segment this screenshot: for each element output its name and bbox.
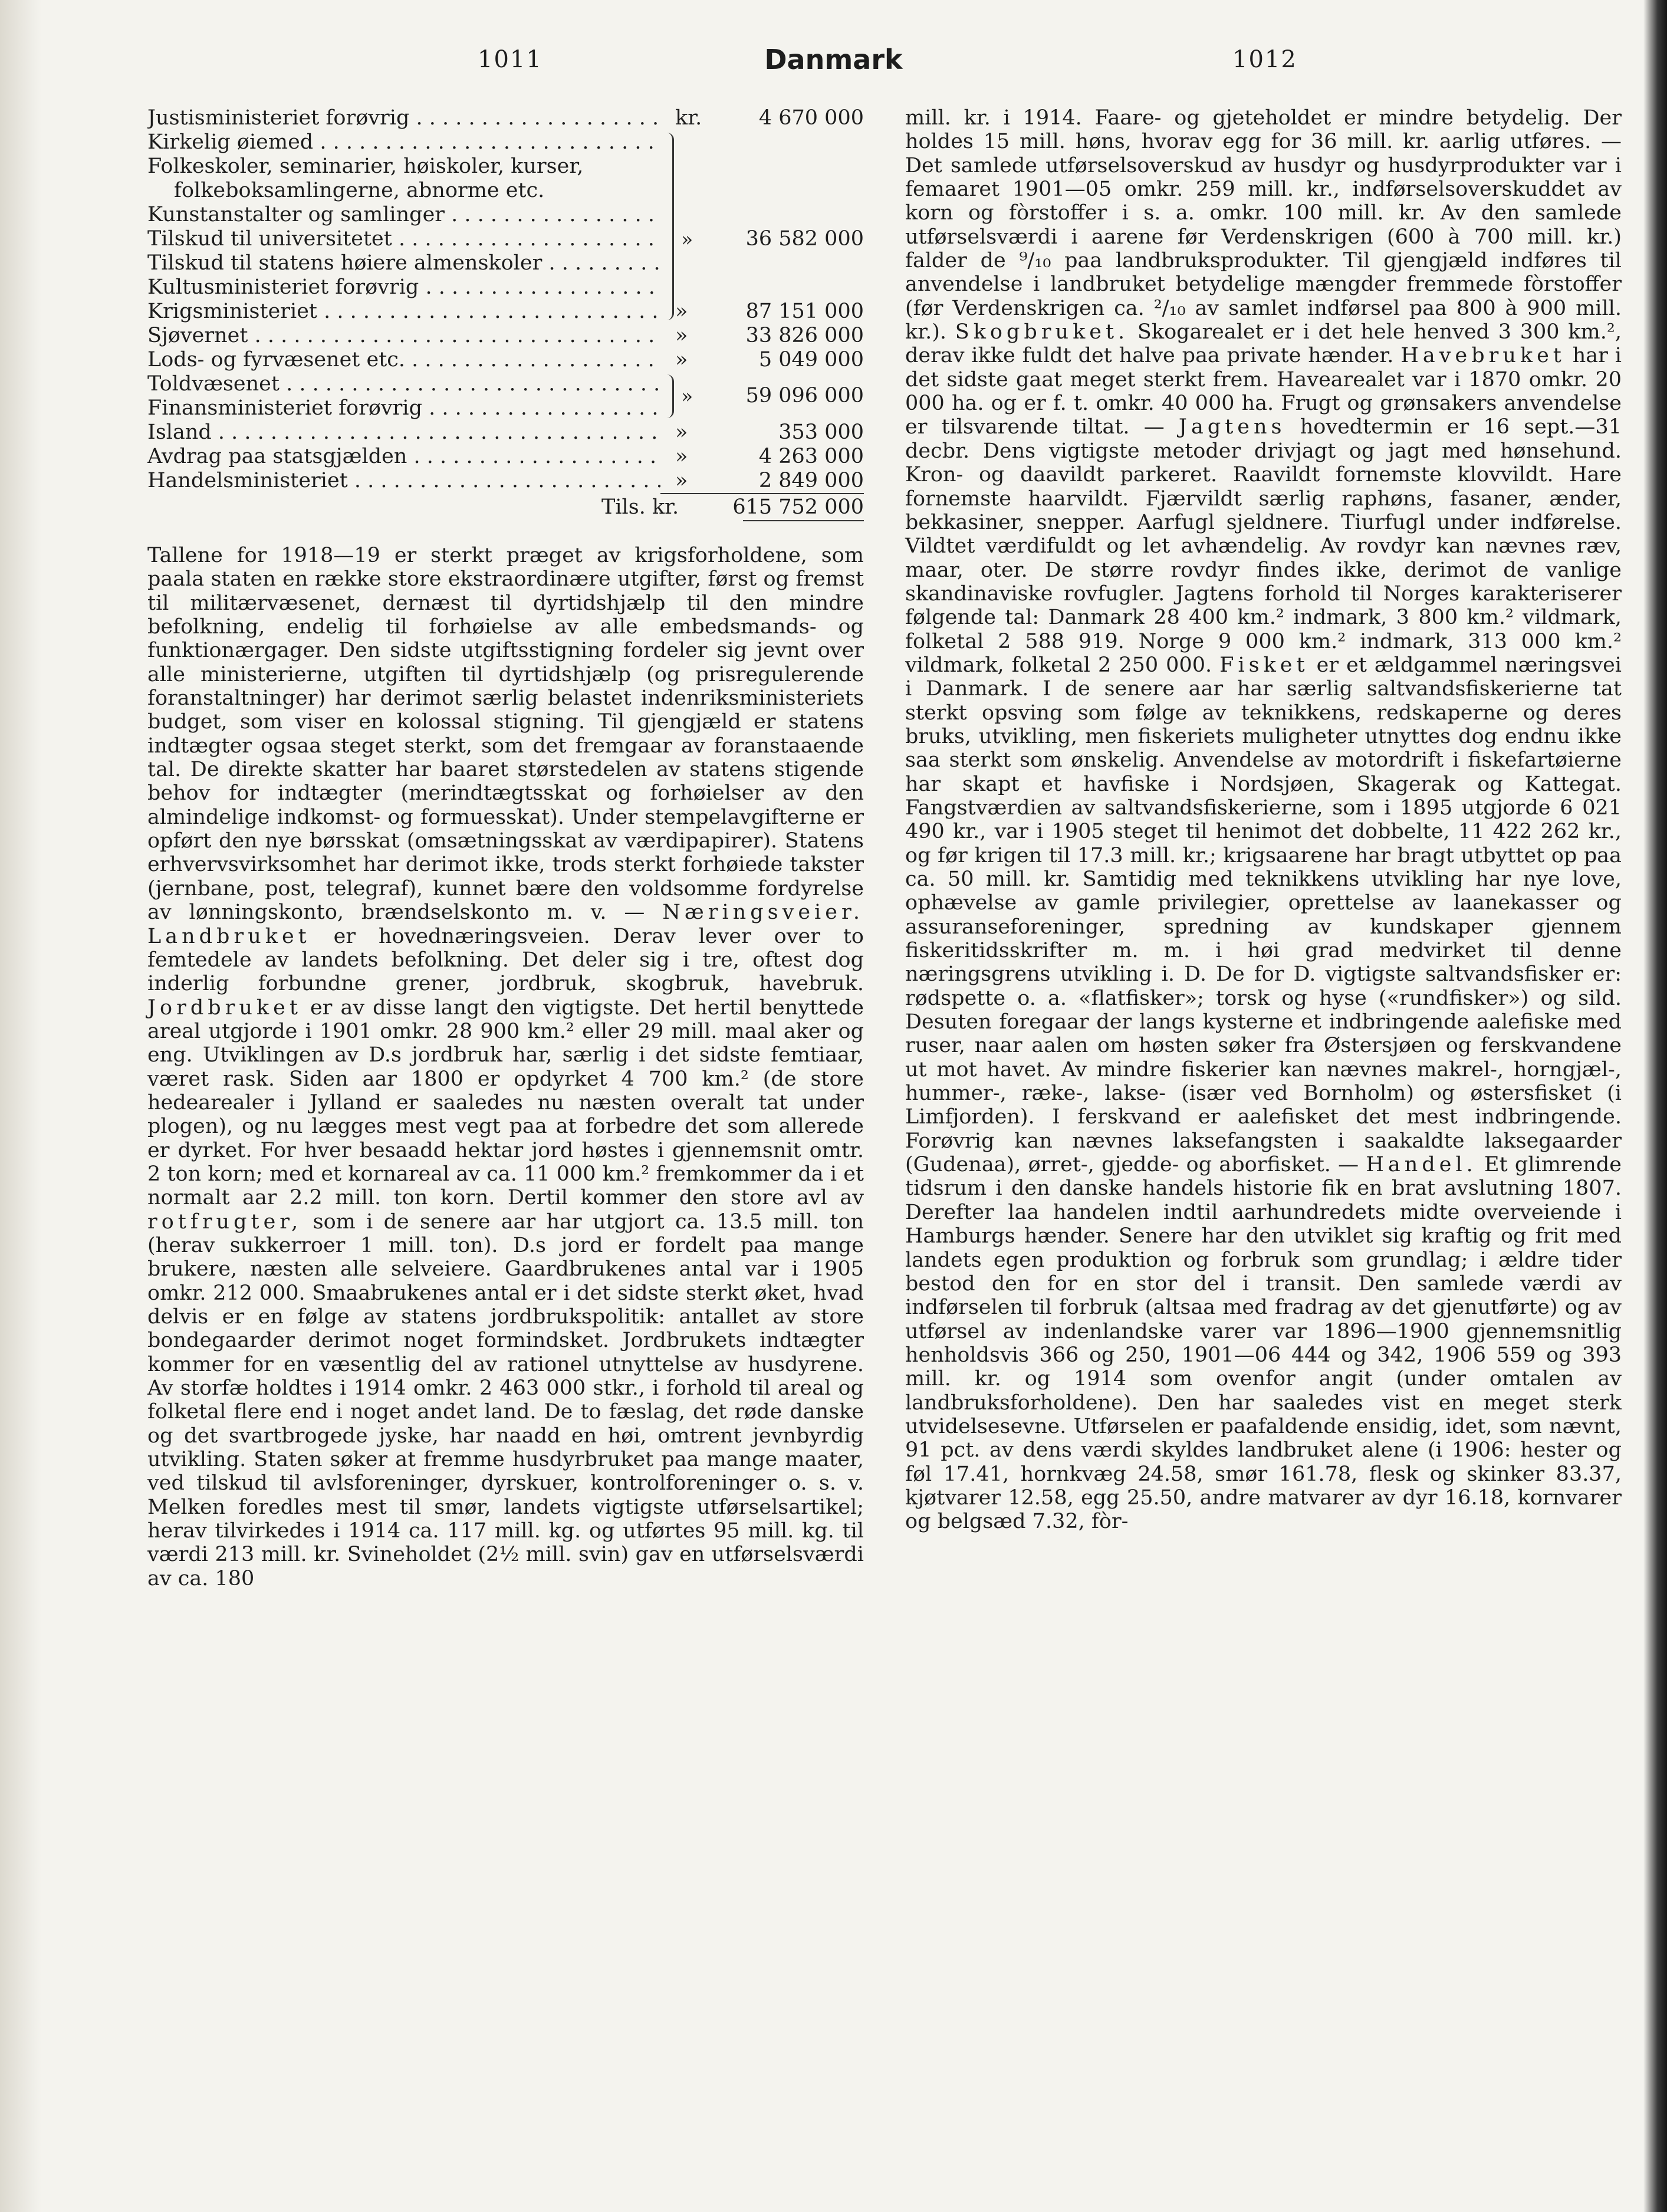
budget-amount: 87 151 000 (745, 300, 864, 323)
left-body-text (147, 544, 864, 1590)
budget-amount: 2 849 000 (758, 469, 864, 492)
text-run: hovedtermin er 16 sept.—31 decbr. Dens vigtigste metoder drivjagt og jagt med hønsehund. Kron- og daavildt parkeret. Raavildt fornemste klovvildt. Hare fornemste haarvildt. Fjærvildt særlig raphøns, fasaner, ænder, bekkasiner, snepper. Aarfugl sjeldnere. Tiurfugl under indførelse. Vildtet værdifuldt og let avhændelig. Av rovdyr kan nævnes ræv, maar, oter. De større rovdyr findes ikke, derimot de vanlige skandinaviske rovfugler. Jagtens forhold til Norges karakteriserer følgende tal: Danmark 28 400 km.² indmark, 3 800 km.² vildmark, folketal 2 588 919. Norge 9 000 km.² indmark, 313 000 km.² vildmark, folketal 2 250 000. (905, 415, 1622, 677)
budget-amount: 353 000 (778, 420, 864, 444)
budget-row (147, 130, 864, 155)
budget-label: Toldvæsenet . . . (147, 372, 660, 396)
budget-label: Sjøvernet . . . (147, 324, 660, 348)
budget-amount: 5 049 000 (758, 348, 864, 372)
budget-total-amount: 615 752 000 (732, 495, 864, 519)
budget-total-row (147, 493, 864, 520)
section-heading: Havebruket (1400, 344, 1566, 368)
page-edge-shadow (1643, 0, 1667, 2212)
budget-unit: » (681, 384, 693, 407)
budget-unit: » (675, 348, 688, 372)
section-heading: Næringsveier. (662, 900, 864, 925)
text-run: som i de senere aar har utgjort ca. 13.5 mill. ton (herav sukkerroer 1 mill. ton). D.s jord er fordelt paa mange brukere, næsten alle selveiere. Gaardbrukenes antal var i 1905 omkr. 212 000. Smaabrukenes antal er i det sidste sterkt øket, hvad delvis er en følge av statens jordbrukspolitik: antallet av store bondegaarder derimot noget formindsket. Jordbrukets indtægter kommer for en væsentlig del av rationel utnyttelse av husdyrene. Av storfæ holdtes i 1914 omkr. 2 463 000 stkr., i forhold til areal og folketal flere end i noget andet land. De to fæslag, det røde danske og det svartbrogede jyske, har naadd en høi, omtrent jevnbyrdig utvikling. Staten søker at fremme husdyrbruket paa mange maater, ved tilskud til avlsforeninger, dyrskuer, kontrolforeninger o. s. v. Melken foredles mest til smør, landets vigtigste utførselsartikel; herav tilvirkedes i 1914 ca. 117 mill. kg. og utførtes 95 mill. kg. til værdi 213 mill. kr. Svineholdet (2½ mill. svin) gav en utførselsværdi av ca. 180 (147, 1209, 864, 1590)
section-heading: Skogbruket. (955, 320, 1129, 344)
budget-label: Kunstanstalter og samlinger . . . (147, 203, 660, 227)
right-body-text (905, 106, 1622, 1534)
budget-group-finance (147, 372, 864, 420)
budget-row (147, 420, 864, 445)
budget-label: Kirkelig øiemed . . . (147, 130, 660, 155)
running-title: Danmark (764, 44, 903, 75)
budget-label: Avdrag paa statsgjælden . . . (147, 445, 660, 469)
paragraph (147, 544, 864, 1590)
page-number-right: 1012 (1232, 46, 1297, 73)
budget-row (147, 300, 864, 324)
budget-unit: » (675, 324, 688, 347)
section-heading: Handel. (1366, 1153, 1477, 1177)
budget-amount: 4 670 000 (758, 106, 864, 130)
section-heading: Fisket (1219, 653, 1309, 677)
text-run: er av disse langt den vigtigste. Det hertil benyttede areal utgjorde i 1901 omkr. 28 900 km.² eller 29 mill. maal aker og eng. Utviklingen av D.s jordbruk har, særlig i det sidste femtiaar, været rask. Siden aar 1800 er opdyrket 4 700 km.² (de store hedearealer i Jylland er saaledes nu næsten overalt tat under plogen), og nu lægges mest vegt paa at forbedre det som allerede er dyrket. For hver besaadd hektar jord høstes i gjennemsnit omtr. 2 ton korn; med et kornareal av ca. 11 000 km.² fremkommer da i et normalt aar 2.2 mill. ton korn. Dertil kommer den store avl av (147, 995, 864, 1210)
page-header (0, 46, 1667, 81)
budget-table (147, 106, 864, 520)
budget-amount: 59 096 000 (745, 384, 864, 407)
budget-amount: 4 263 000 (758, 445, 864, 468)
text-run: Et glimrende tidsrum i den danske handels historie fik en brat avslutning 1807. Derefter laa handelen indtil aarhundredets midte overveiende i Hamburgs hænder. Senere har den utviklet sig kraftig og frit med landets egen produktion og forbruk som grundlag; i ældre tider bestod den for en stor del i transit. Den samlede værdi av indførselen til forbruk (altsaa med fradrag av det gjenutførte) og av utførsel av indenlandske varer var 1896—1900 gjennemsnitlig henholdsvis 366 og 250, 1901—06 444 og 342, 1906 559 og 393 mill. kr. og 1914 som ovenfor angit (under omtalen av landbruksforholdene). Den har saaledes vist en meget sterk utvidelsesevne. Utførselen er paafaldende ensidig, idet, som nævnt, 91 pct. av dens værdi skyldes landbruket alene (i 1906: hester og føl 17.41, hornkvæg 24.58, smør 161.78, flesk og skinker 83.37, kjøtvarer 12.58, egg 25.50, andre matvarer av dyr 16.18, kornvarer og belgsæd 7.32, fòr- (905, 1153, 1622, 1534)
section-heading: rotfrugter, (147, 1209, 303, 1234)
budget-label: Finansministeriet forøvrig . . . (147, 396, 660, 420)
budget-row (147, 251, 864, 275)
budget-row (147, 348, 864, 372)
text-run: er et ældgammel næringsvei i Danmark. I de senere aar har særlig saltvandsfiskerierne tat sterkt opsving som følge av teknikkens, redskaperne og deres bruks, utvikling, men fiskeriets muligheter utnyttes dog endnu ikke saa sterkt som ønskelig. Anvendelse av motordrift i fiskefartøierne har skapt et havfiske i Nordsjøen, Skagerak og Kattegat. Fangstværdien av saltvandsfiskerierne, som i 1895 utgjorde 6 021 490 kr., var i 1905 steget til henimot det dobbelte, 11 422 262 kr., og før krigen til 17.3 mill. kr.; krigsaarene har bragt utbyttet op paa ca. 50 mill. kr. Samtidig med teknikkens utvikling har nye love, ophævelse av gamle privilegier, oprettelse av laanekasser og assuranseforeninger, spredning av kundskaper gjennem fiskeritidsskrifter m. m. i høi grad medvirket til denne næringsgrens utvikling i. D. De for D. vigtigste saltvandsfisker er: rødspette o. a. «flatfisker»; torsk og hyse («rundfisker») og sild. Desuten foregaar der langs kysterne et indbringende aalefiske med ruser, naar aalen om høsten søker fra Østersjøen og ferskvandene ut mot havet. Av mindre fiskerier kan nævnes makrel-, horngjæl-, hummer-, ræke-, lakse- (især ved Bornholm) og østersfisket (i Limfjorden). I ferskvand er aalefisket det mest indbringende. Forøvrig kan nævnes laksefangsten i saakaldte laksegaarder (Gudenaa), ørret-, gjedde- og aborfisket. — (905, 653, 1622, 1177)
budget-unit: » (675, 445, 688, 468)
text-run: har i det sidste gaat meget sterkt frem. Havearealet var i 1870 omkr. 20 000 ha. og er f. t. omkr. 40 000 ha. Frugt og grønsakers anvendelse er tilsvarende tiltat. — (905, 344, 1622, 439)
left-column (147, 106, 864, 1590)
budget-row (147, 445, 864, 469)
text-run: Tallene for 1918—19 er sterkt præget av krigsforholdene, som paala staten en række store ekstraordinære utgifter, først og fremst til militærvæsenet, dernæst til dyrtidshjælp til den mindre befolkning, endelig til forhøielse av alle embedsmands- og funktionærgager. Den sidste utgiftsstigning fordeler sig jevnt over alle ministerierne, utgiften til dyrtidshjælp (og prisregulerende foranstaltninger) har derimot særlig belastet indenriksministeriets budget, som viser en kolossal stigning. Til gjengjæld er statens indtægter ogsaa steget sterkt, som det fremgaar av foranstaaende tal. De direkte skatter har baaret størstedelen av statens stigende behov for indtægter (merindtægtsskat og forhøielser av den almindelige indkomst- og formuesskat). Under stempelavgifterne er opført den nye børsskat (omsætningsskat av værdipapirer). Statens erhvervsvirksomhet har derimot ikke, trods sterkt forhøiede takster (jernbane, post, telegraf), kunnet bære den voldsomme fordyrelse av lønningskonto, brændselskonto m. v. — (147, 544, 864, 925)
budget-row (147, 155, 864, 203)
section-heading: Landbruket (147, 924, 311, 948)
text-run: er hovednæringsveien. Derav lever over to femtedele av landets befolkning. Det deler sig i tre, oftest dog inderlig forbundne grener, jordbruk, skogbruk, havebruk. (147, 924, 864, 996)
budget-label: Folkeskoler, seminarier, høiskoler, kurser, folkeboksamlingerne, abnorme etc. (147, 155, 584, 202)
page-number-left: 1011 (478, 46, 542, 73)
budget-label: Tilskud til universitetet . . . (147, 227, 660, 251)
budget-amount: 36 582 000 (745, 227, 864, 251)
brace-symbol (666, 133, 674, 320)
budget-total-label: Tils. kr. (601, 495, 679, 519)
budget-unit: » (675, 420, 688, 444)
text-run: mill. kr. i 1914. Faare- og gjeteholdet er mindre betydelig. Der holdes 15 mill. høns, hvorav egg for 36 mill. kr. aarlig utføres. — Det samlede utførselsoverskud av husdyr og husdyrprodukter var i femaaret 1901—05 omkr. 259 mill. kr., indførselsoverskuddet av korn og fòrstoffer i s. a. omkr. 100 mill. kr. Av den samlede utførselsværdi i aarene før Verdenskrigen (600 à 700 mill. kr.) falder de ⁹/₁₀ paa landbruksprodukter. Til gjengjæld indføres til anvendelse i landbruket betydelige mængder fremmede fòrstoffer (før Verdenskrigen ca. ²/₁₀ av samlet indførsel paa 800 à 900 mill. kr.). (905, 106, 1622, 344)
right-column (905, 106, 1622, 1534)
budget-group-culture (147, 130, 864, 300)
budget-row (147, 203, 864, 227)
paragraph (905, 106, 1622, 1534)
text-run: Skogarealet er i det hele henved 3 300 km.², derav ikke fuldt det halve paa private hænder. (905, 320, 1622, 368)
budget-row (147, 106, 864, 130)
budget-unit: » (681, 228, 693, 251)
budget-unit: » (675, 300, 688, 323)
budget-label: Island . . . (147, 420, 660, 445)
sum-rule (660, 493, 864, 494)
budget-label: Handelsministeriet . . . (147, 469, 660, 493)
budget-unit: kr. (675, 106, 702, 130)
budget-label: Krigsministeriet . . . (147, 300, 660, 324)
brace-symbol (666, 374, 674, 418)
section-heading: Jagtens (1178, 415, 1286, 439)
budget-label: Tilskud til statens høiere almenskoler . . . (147, 251, 660, 275)
budget-unit: » (675, 469, 688, 492)
sum-underline (743, 520, 864, 521)
page-gutter-shadow (0, 0, 41, 2212)
budget-amount: 33 826 000 (745, 324, 864, 347)
budget-row (147, 324, 864, 348)
budget-row (147, 275, 864, 300)
budget-label: Justisministeriet forøvrig . . . (147, 106, 660, 130)
budget-label: Kultusministeriet forøvrig . . . (147, 275, 660, 300)
budget-label: Lods- og fyrvæsenet etc. . . . (147, 348, 660, 372)
budget-row (147, 469, 864, 493)
section-heading: Jordbruket (147, 995, 302, 1020)
